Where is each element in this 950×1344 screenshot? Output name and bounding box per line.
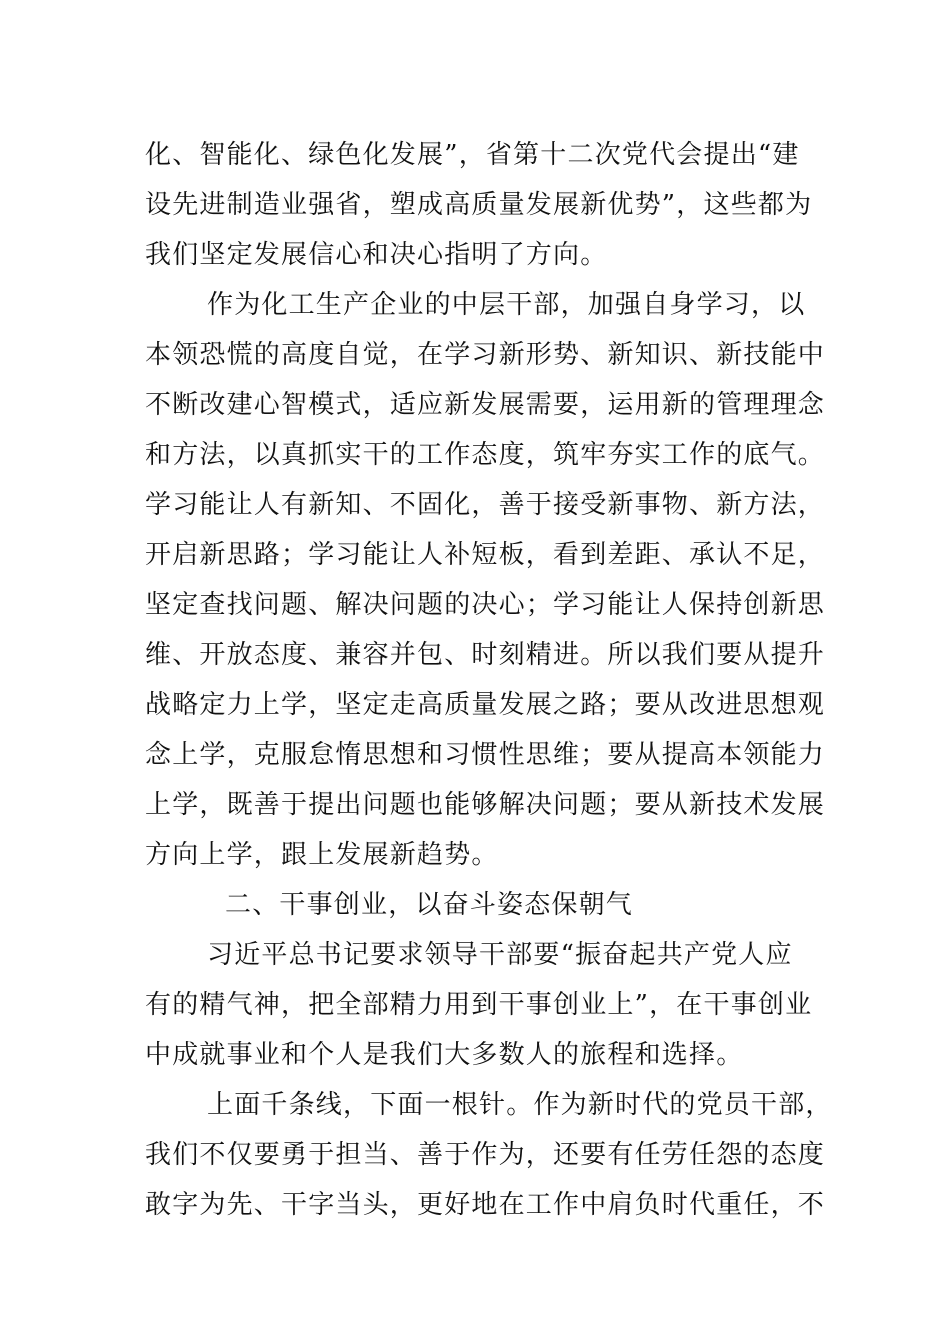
paragraph-start-line: 上面千条线，下面一根针。作为新时代的党员干部， (207, 1090, 833, 1120)
text-line: 我们坚定发展信心和决心指明了方向。 (145, 240, 608, 270)
text-line: 念上学，克服怠惰思想和习惯性思维；要从提高本领能力 (145, 740, 826, 770)
paragraph-start-line: 习近平总书记要求领导干部要“振奋起共产党人应 (207, 940, 793, 970)
text-line: 上学，既善于提出问题也能够解决问题；要从新技术发展 (145, 790, 826, 820)
text-line: 和方法，以真抓实干的工作态度，筑牢夯实工作的底气。 (145, 440, 826, 470)
text-line: 设先进制造业强省，塑成高质量发展新优势”，这些都为 (145, 190, 813, 220)
text-line: 化、智能化、绿色化发展”，省第十二次党代会提出“建 (145, 140, 800, 170)
text-line: 不断改建心智模式，适应新发展需要，运用新的管理理念 (145, 390, 826, 420)
text-line: 维、开放态度、兼容并包、时刻精进。所以我们要从提升 (145, 640, 826, 670)
paragraph-start-line: 作为化工生产企业的中层干部，加强自身学习，以 (207, 290, 806, 320)
text-line: 有的精气神，把全部精力用到干事创业上”，在干事创业 (145, 990, 813, 1020)
body-text (145, 130, 833, 1230)
section-heading: 二、干事创业，以奋斗姿态保朝气 (225, 890, 634, 920)
text-line: 学习能让人有新知、不固化，善于接受新事物、新方法， (145, 490, 826, 520)
text-line: 方向上学，跟上发展新趋势。 (145, 840, 499, 870)
text-line: 坚定查找问题、解决问题的决心；学习能让人保持创新思 (145, 590, 826, 620)
text-line: 战略定力上学，坚定走高质量发展之路；要从改进思想观 (145, 690, 826, 720)
text-line: 本领恐慌的高度自觉，在学习新形势、新知识、新技能中 (145, 340, 826, 370)
text-line: 开启新思路；学习能让人补短板，看到差距、承认不足， (145, 540, 826, 570)
text-line: 我们不仅要勇于担当、善于作为，还要有任劳任怨的态度 (145, 1140, 826, 1170)
text-line: 敢字为先、干字当头，更好地在工作中肩负时代重任，不 (145, 1190, 826, 1220)
text-line: 中成就事业和个人是我们大多数人的旅程和选择。 (145, 1040, 744, 1070)
